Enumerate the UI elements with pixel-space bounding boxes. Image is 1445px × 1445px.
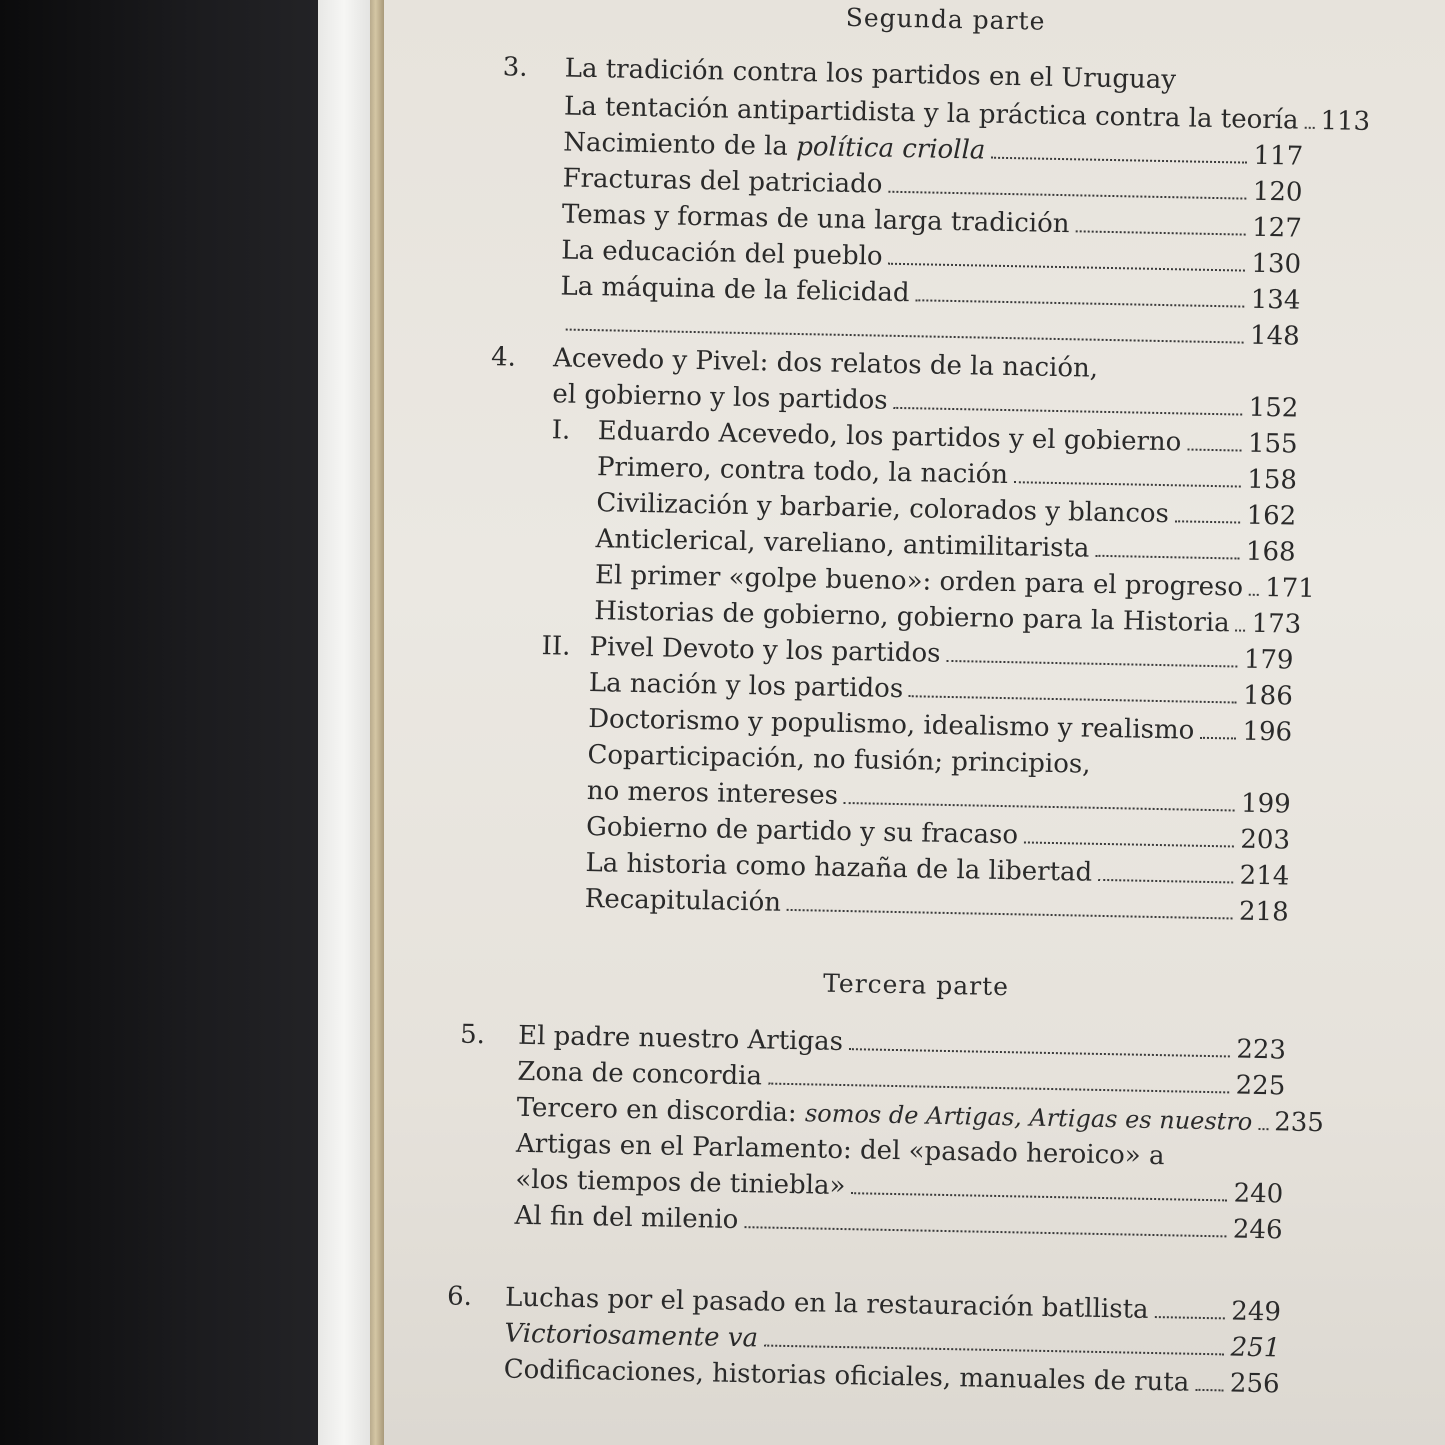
- leader-dots: [1098, 879, 1234, 884]
- entry-title: Tercero en discordia: somos de Artigas, Artigas es nuestro: [516, 1092, 1253, 1136]
- entry-title: Anticlerical, vareliano, antimilitarista: [595, 524, 1090, 564]
- page-number: 249: [1231, 1296, 1282, 1328]
- page-number: 223: [1236, 1034, 1287, 1066]
- dark-background: [0, 0, 318, 1445]
- leader-dots: [566, 329, 1244, 344]
- page-number: 251: [1230, 1332, 1281, 1364]
- entry-title: Primero, contra todo, la nación: [596, 452, 1009, 491]
- part-title-second: Segunda parte: [845, 2, 1046, 36]
- leader-dots: [787, 909, 1233, 920]
- leader-dots: [849, 1048, 1230, 1057]
- leader-dots: [1195, 1389, 1224, 1392]
- page-number: 158: [1247, 464, 1298, 496]
- entry-title: La historia como hazaña de la libertad: [585, 848, 1093, 888]
- page-number: 203: [1240, 824, 1291, 856]
- leader-dots: [1014, 481, 1241, 487]
- entry-title: Eduardo Acevedo, los partidos y el gobierno: [597, 416, 1182, 458]
- entry-title-italic: política criolla: [795, 131, 986, 166]
- entry-title: «los tiempos de tiniebla»: [515, 1164, 846, 1202]
- page-number: 113: [1320, 106, 1371, 137]
- chapter-3-heading: [502, 52, 1176, 95]
- leader-dots: [1249, 594, 1259, 596]
- page-number: 148: [1249, 320, 1300, 352]
- page-number: 120: [1252, 176, 1303, 208]
- entry-title-italic: somos de Artigas, Artigas es nuestro: [804, 1099, 1253, 1136]
- leader-dots: [1187, 449, 1242, 452]
- page-number: 130: [1251, 248, 1302, 280]
- page-number: 240: [1233, 1178, 1284, 1210]
- chapter-title: El padre nuestro Artigas: [517, 1020, 844, 1058]
- page-number: 168: [1245, 536, 1296, 568]
- page-stack-edge: [370, 0, 384, 1445]
- entry-title: Nacimiento de la política criolla: [563, 127, 986, 166]
- entry-title: La tentación antipartidista y la práctica contra la teoría: [563, 91, 1299, 136]
- entry-title: Doctorismo y populismo, idealismo y realismo: [587, 704, 1195, 746]
- chapter-number: 3.: [502, 52, 528, 83]
- leader-dots: [844, 802, 1235, 812]
- page-number: 218: [1238, 896, 1289, 928]
- page-number: 235: [1273, 1107, 1325, 1139]
- page-number: 246: [1232, 1214, 1283, 1246]
- leader-dots: [1200, 737, 1236, 740]
- leader-dots: [888, 263, 1245, 272]
- entry-title: Historias de gobierno, gobierno para la Historia: [594, 596, 1230, 639]
- entry-title: Pivel Devoto y los partidos: [589, 632, 941, 669]
- chapter-number: 5.: [459, 1019, 486, 1051]
- page-number: 256: [1229, 1368, 1280, 1400]
- leader-dots: [764, 1345, 1225, 1356]
- page-number: 214: [1239, 860, 1290, 892]
- part-title-third: Tercera parte: [822, 968, 1010, 1002]
- page-number: 117: [1253, 140, 1304, 172]
- entry-title: El primer «golpe bueno»: orden para el progreso: [594, 560, 1244, 603]
- book-page: [384, 0, 1445, 1445]
- leader-dots: [1075, 230, 1246, 235]
- entry-title: Temas y formas de una larga tradición: [561, 199, 1070, 240]
- page-number: 134: [1250, 284, 1301, 316]
- entry-title: La educación del pueblo: [560, 235, 883, 272]
- page-number: 173: [1251, 608, 1302, 640]
- entry-title: Gobierno de partido y su fracaso: [585, 812, 1019, 851]
- entry-title: Recapitulación: [584, 884, 782, 918]
- chapter-title: Luchas por el pasado en la restauración batllista: [504, 1282, 1149, 1325]
- page-number: 171: [1264, 573, 1316, 604]
- entry-title: Fracturas del patriciado: [562, 163, 883, 200]
- leader-dots: [1175, 520, 1241, 523]
- page-number: 179: [1243, 644, 1294, 676]
- leader-dots: [1258, 1128, 1268, 1130]
- page-number: 199: [1240, 788, 1292, 820]
- chapter-title: La tradición contra los partidos en el Uruguay: [564, 53, 1177, 96]
- entry-title: Civilización y barbarie, colorados y blancos: [596, 488, 1170, 530]
- table-of-contents: [384, 0, 1445, 1445]
- leader-dots: [1154, 1316, 1225, 1319]
- page-number: 127: [1251, 212, 1303, 244]
- book-cover-edge: [318, 0, 370, 1445]
- entry-title-line1: Artigas en el Parlamento: del «pasado heroico» a: [515, 1128, 1165, 1172]
- leader-dots: [1095, 555, 1239, 560]
- page-number: 152: [1248, 392, 1299, 424]
- chapter-number: 6.: [446, 1281, 473, 1312]
- chapter-title: Acevedo y Pivel: dos relatos de la nación,: [552, 343, 1099, 384]
- leader-dots: [851, 1192, 1227, 1201]
- entry-title: no meros intereses: [586, 776, 839, 811]
- entry-title: Zona de concordia: [517, 1056, 763, 1092]
- leader-dots: [888, 191, 1246, 200]
- entry-title: Al fin del milenio: [514, 1200, 739, 1236]
- page-number: 155: [1247, 428, 1298, 460]
- leader-dots: [915, 299, 1244, 307]
- section-number: I.: [551, 415, 571, 446]
- section-number: II.: [541, 631, 571, 662]
- leader-dots: [946, 660, 1237, 668]
- entry-title: La máquina de la felicidad: [560, 271, 910, 309]
- entry-title-line1: Coparticipación, no fusión; principios,: [587, 740, 1091, 780]
- leader-dots: [991, 157, 1247, 164]
- chapter-number: 4.: [490, 342, 517, 373]
- leader-dots: [1304, 127, 1314, 129]
- leader-dots: [1024, 841, 1234, 847]
- page-number: 186: [1242, 680, 1294, 712]
- page-number: 196: [1242, 716, 1293, 748]
- leader-dots: [893, 407, 1242, 416]
- page-number: 162: [1246, 500, 1297, 532]
- entry-title-italic: Victoriosamente va: [504, 1318, 759, 1354]
- leader-dots: [909, 695, 1237, 703]
- entry-title: La nación y los partidos: [588, 668, 904, 705]
- page-number: 225: [1235, 1070, 1286, 1102]
- entry-title: Codificaciones, historias oficiales, manuales de ruta: [503, 1354, 1190, 1398]
- chapter-title-continued: el gobierno y los partidos: [552, 379, 888, 416]
- leader-dots: [768, 1083, 1230, 1094]
- leader-dots: [744, 1226, 1227, 1237]
- leader-dots: [1235, 629, 1245, 631]
